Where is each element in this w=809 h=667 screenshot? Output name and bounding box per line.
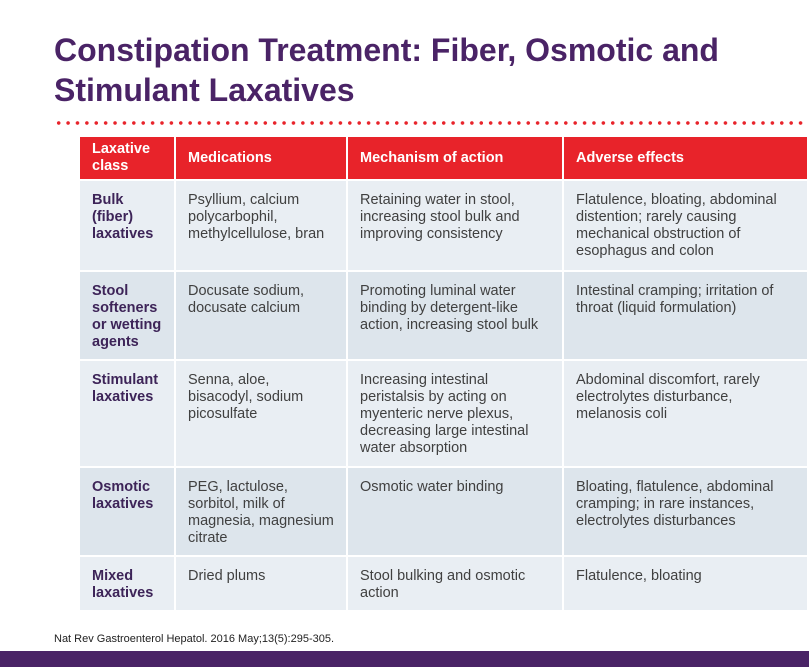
cell-medications: Psyllium, calcium polycarbophil, methylcellulose, bran [176, 181, 346, 270]
header-adverse-effects: Adverse effects [564, 137, 807, 179]
cell-class: Bulk (fiber) laxatives [80, 181, 174, 270]
cell-adverse: Abdominal discomfort, rarely electrolytes disturbance, melanosis coli [564, 361, 807, 466]
cell-adverse: Flatulence, bloating [564, 557, 807, 610]
cell-class: Osmotic laxatives [80, 468, 174, 555]
cell-mechanism: Osmotic water binding [348, 468, 562, 555]
header-mechanism: Mechanism of action [348, 137, 562, 179]
table-row [80, 361, 807, 466]
cell-mechanism: Increasing intestinal peristalsis by acting on myenteric nerve plexus, decreasing large intestinal water absorption [348, 361, 562, 466]
cell-adverse: Flatulence, bloating, abdominal distention; rarely causing mechanical obstruction of esophagus and colon [564, 181, 807, 270]
table-row [80, 272, 807, 359]
table-row [80, 557, 807, 610]
cell-mechanism: Promoting luminal water binding by detergent-like action, increasing stool bulk [348, 272, 562, 359]
cell-adverse: Intestinal cramping; irritation of throat (liquid formulation) [564, 272, 807, 359]
cell-medications: Docusate sodium, docusate calcium [176, 272, 346, 359]
cell-adverse: Bloating, flatulence, abdominal cramping; in rare instances, electrolytes disturbances [564, 468, 807, 555]
cell-medications: Senna, aloe, bisacodyl, sodium picosulfate [176, 361, 346, 466]
cell-medications: PEG, lactulose, sorbitol, milk of magnesia, magnesium citrate [176, 468, 346, 555]
header-laxative-class: Laxative class [80, 137, 174, 179]
laxatives-table [78, 135, 809, 612]
dotted-divider [54, 119, 806, 127]
header-medications: Medications [176, 137, 346, 179]
slide-title: Constipation Treatment: Fiber, Osmotic and Stimulant Laxatives [54, 32, 719, 108]
table-row [80, 181, 807, 270]
reference-citation: Nat Rev Gastroenterol Hepatol. 2016 May;13(5):295-305. [54, 633, 335, 645]
cell-class: Stool softeners or wetting agents [80, 272, 174, 359]
bottom-bar [0, 651, 809, 667]
table-row [80, 468, 807, 555]
cell-medications: Dried plums [176, 557, 346, 610]
cell-mechanism: Retaining water in stool, increasing stool bulk and improving consistency [348, 181, 562, 270]
cell-mechanism: Stool bulking and osmotic action [348, 557, 562, 610]
table-header-row [80, 137, 807, 179]
cell-class: Stimulant laxatives [80, 361, 174, 466]
cell-class: Mixed laxatives [80, 557, 174, 610]
